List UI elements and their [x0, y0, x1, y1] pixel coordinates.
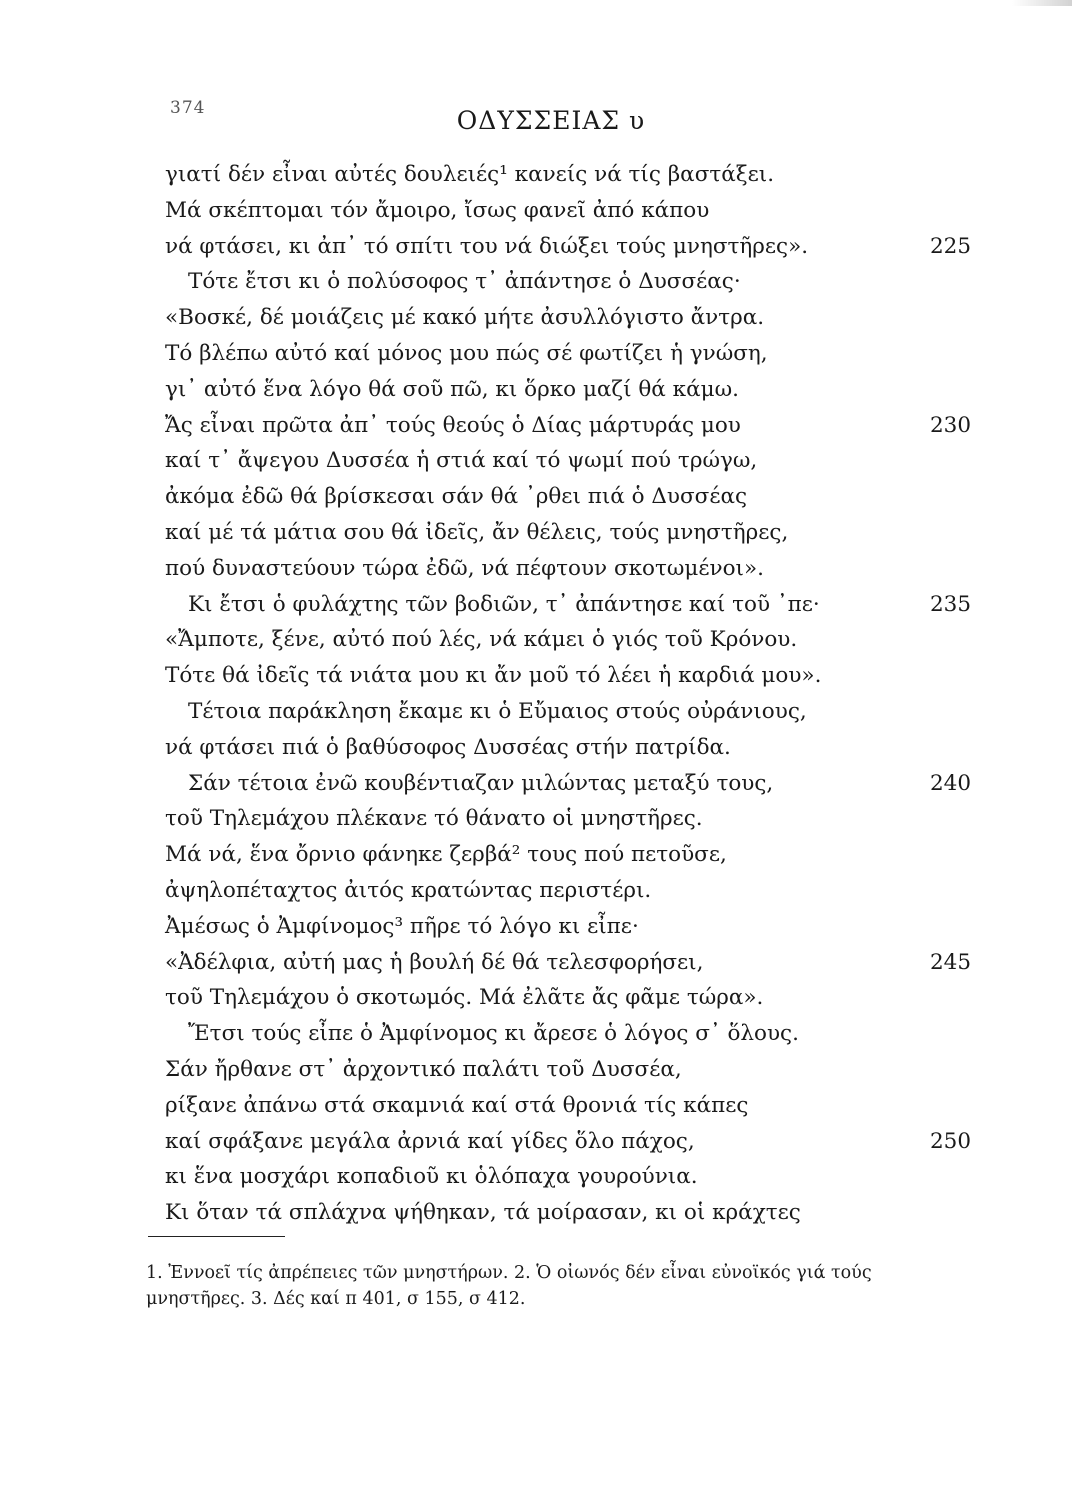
verse-line [0, 622, 1072, 658]
verse-line [0, 443, 1072, 479]
footnote-line: 1. Ἐννοεῖ τίς ἀπρέπειες τῶν μνηστήρων. 2. Ὁ οἰωνός δέν εἶναι εὐνοϊκός γιά τούς [146, 1263, 872, 1283]
verse-line [0, 658, 1072, 694]
verse-line [0, 300, 1072, 336]
verse-line [0, 372, 1072, 408]
verse-line-text: τοῦ Τηλεμάχου πλέκανε τό θάνατο οἱ μνηστῆρες. [165, 806, 703, 832]
verse-line-text: ἀψηλοπέταχτος ἀιτός κρατώντας περιστέρι. [165, 877, 652, 903]
verse-line-text: ρίξανε ἀπάνω στά σκαμνιά καί στά θρονιά τίς κάπες [165, 1092, 749, 1118]
verse-line-text: τοῦ Τηλεμάχου ὁ σκοτωμός. Μά ἐλᾶτε ἄς φᾶμε τώρα». [165, 985, 764, 1011]
verse-line-text: Κι ἔτσι ὁ φυλάχτης τῶν βοδιῶν, τ᾽ ἀπάντησε καί τοῦ ᾽πε· [188, 591, 820, 617]
verse-line [0, 1159, 1072, 1195]
verse-line [0, 587, 1072, 623]
verse-line-text: Ἀμέσως ὁ Ἀμφίνομος³ πῆρε τό λόγο κι εἶπε· [165, 913, 639, 939]
verse-line-text: «Βοσκέ, δέ μοιάζεις μέ κακό μήτε ἀσυλλόγιστο ἄντρα. [165, 305, 765, 331]
line-number: 230 [930, 412, 972, 438]
verse-line [0, 694, 1072, 730]
verse-line-text: κι ἕνα μοσχάρι κοπαδιοῦ κι ὁλόπαχα γουρούνια. [165, 1164, 698, 1190]
line-number: 235 [930, 591, 972, 617]
verse-line [0, 945, 1072, 981]
verse-line [0, 1016, 1072, 1052]
footnote-rule [148, 1236, 285, 1237]
verse-line [0, 837, 1072, 873]
page-number: 374 [170, 98, 206, 118]
verse-line-text: καί σφάξανε μεγάλα ἀρνιά καί γίδες ὅλο πάχος, [165, 1128, 695, 1154]
verse-line [0, 336, 1072, 372]
verse-line [0, 264, 1072, 300]
verse-line-text: Τέτοια παράκληση ἔκαμε κι ὁ Εὔμαιος στούς οὐράνιους, [188, 698, 807, 724]
verse-line [0, 909, 1072, 945]
verse-line [0, 408, 1072, 444]
line-number: 250 [930, 1128, 972, 1154]
verse-line [0, 873, 1072, 909]
verse-line-text: Σάν τέτοια ἐνῶ κουβέντιαζαν μιλώντας μεταξύ τους, [188, 770, 774, 796]
verse-line [0, 730, 1072, 766]
verse-line [0, 193, 1072, 229]
verse-line-text: Τό βλέπω αὐτό καί μόνος μου πώς σέ φωτίζει ἡ γνώση, [165, 340, 768, 366]
verse-line-text: Κι ὅταν τά σπλάχνα ψήθηκαν, τά μοίρασαν, κι οἱ κράχτες [165, 1200, 801, 1226]
running-head: ΟΔΥΣΣΕΙΑΣ υ [456, 106, 646, 135]
verse-line-text: «Ἄμποτε, ξένε, αὐτό πού λές, νά κάμει ὁ γιός τοῦ Κρόνου. [165, 627, 798, 653]
verse-line [0, 229, 1072, 265]
verse-line-text: Μά νά, ἕνα ὄρνιο φάνηκε ζερβά² τους πού πετοῦσε, [165, 842, 727, 868]
verse-line [0, 551, 1072, 587]
verse-line [0, 157, 1072, 193]
footnote-line: μνηστῆρες. 3. Δές καί π 401, σ 155, σ 412. [146, 1289, 526, 1309]
line-number: 240 [930, 770, 972, 796]
verse-line [0, 1052, 1072, 1088]
verse-line-text: καί τ᾽ ἄψεγου Δυσσέα ἡ στιά καί τό ψωμί πού τρώγω, [165, 448, 758, 474]
verse-line [0, 980, 1072, 1016]
verse-line [0, 766, 1072, 802]
line-number: 245 [930, 949, 972, 975]
verse-line [0, 801, 1072, 837]
verse-line-text: γι᾽ αὐτό ἕνα λόγο θά σοῦ πῶ, κι ὅρκο μαζί θά κάμω. [165, 376, 739, 402]
scan-edge-mark [1012, 0, 1072, 6]
verse-line-text: Ἔτσι τούς εἶπε ὁ Ἀμφίνομος κι ἄρεσε ὁ λόγος σ᾽ ὅλους. [188, 1021, 799, 1047]
verse-line [0, 479, 1072, 515]
verse-line-text: Τότε θά ἰδεῖς τά νιάτα μου κι ἄν μοῦ τό λέει ἡ καρδιά μου». [165, 663, 822, 689]
verse-line-text: γιατί δέν εἶναι αὐτές δουλειές¹ κανείς νά τίς βαστάξει. [165, 162, 775, 187]
line-number: 225 [930, 233, 972, 259]
verse-line [0, 515, 1072, 551]
verse-line-text: πού δυναστεύουν τώρα ἐδῶ, νά πέφτουν σκοτωμένοι». [165, 555, 764, 581]
verse-block [0, 157, 1072, 1231]
verse-line-text: Σάν ἤρθανε στ᾽ ἀρχοντικό παλάτι τοῦ Δυσσέα, [165, 1056, 682, 1082]
verse-line-text: Τότε ἔτσι κι ὁ πολύσοφος τ᾽ ἀπάντησε ὁ Δυσσέας· [188, 269, 741, 295]
verse-line-text: καί μέ τά μάτια σου θά ἰδεῖς, ἄν θέλεις, τούς μνηστῆρες, [165, 519, 789, 545]
footnotes [146, 1260, 986, 1312]
verse-line-text: «Ἀδέλφια, αὐτή μας ἡ βουλή δέ θά τελεσφορήσει, [165, 949, 704, 975]
verse-line-text: νά φτάσει πιά ὁ βαθύσοφος Δυσσέας στήν πατρίδα. [165, 734, 731, 760]
verse-line-text: Μά σκέπτομαι τόν ἄμοιρο, ἴσως φανεῖ ἀπό κάπου [165, 197, 710, 223]
verse-line-text: νά φτάσει, κι ἀπ᾽ τό σπίτι του νά διώξει τούς μνηστῆρες». [165, 233, 809, 259]
verse-line-text: ἀκόμα ἐδῶ θά βρίσκεσαι σάν θά ᾽ρθει πιά ὁ Δυσσέας [165, 484, 748, 510]
verse-line [0, 1088, 1072, 1124]
verse-line [0, 1124, 1072, 1160]
verse-line-text: Ἄς εἶναι πρῶτα ἀπ᾽ τούς θεούς ὁ Δίας μάρτυράς μου [165, 412, 741, 438]
verse-line [0, 1195, 1072, 1231]
